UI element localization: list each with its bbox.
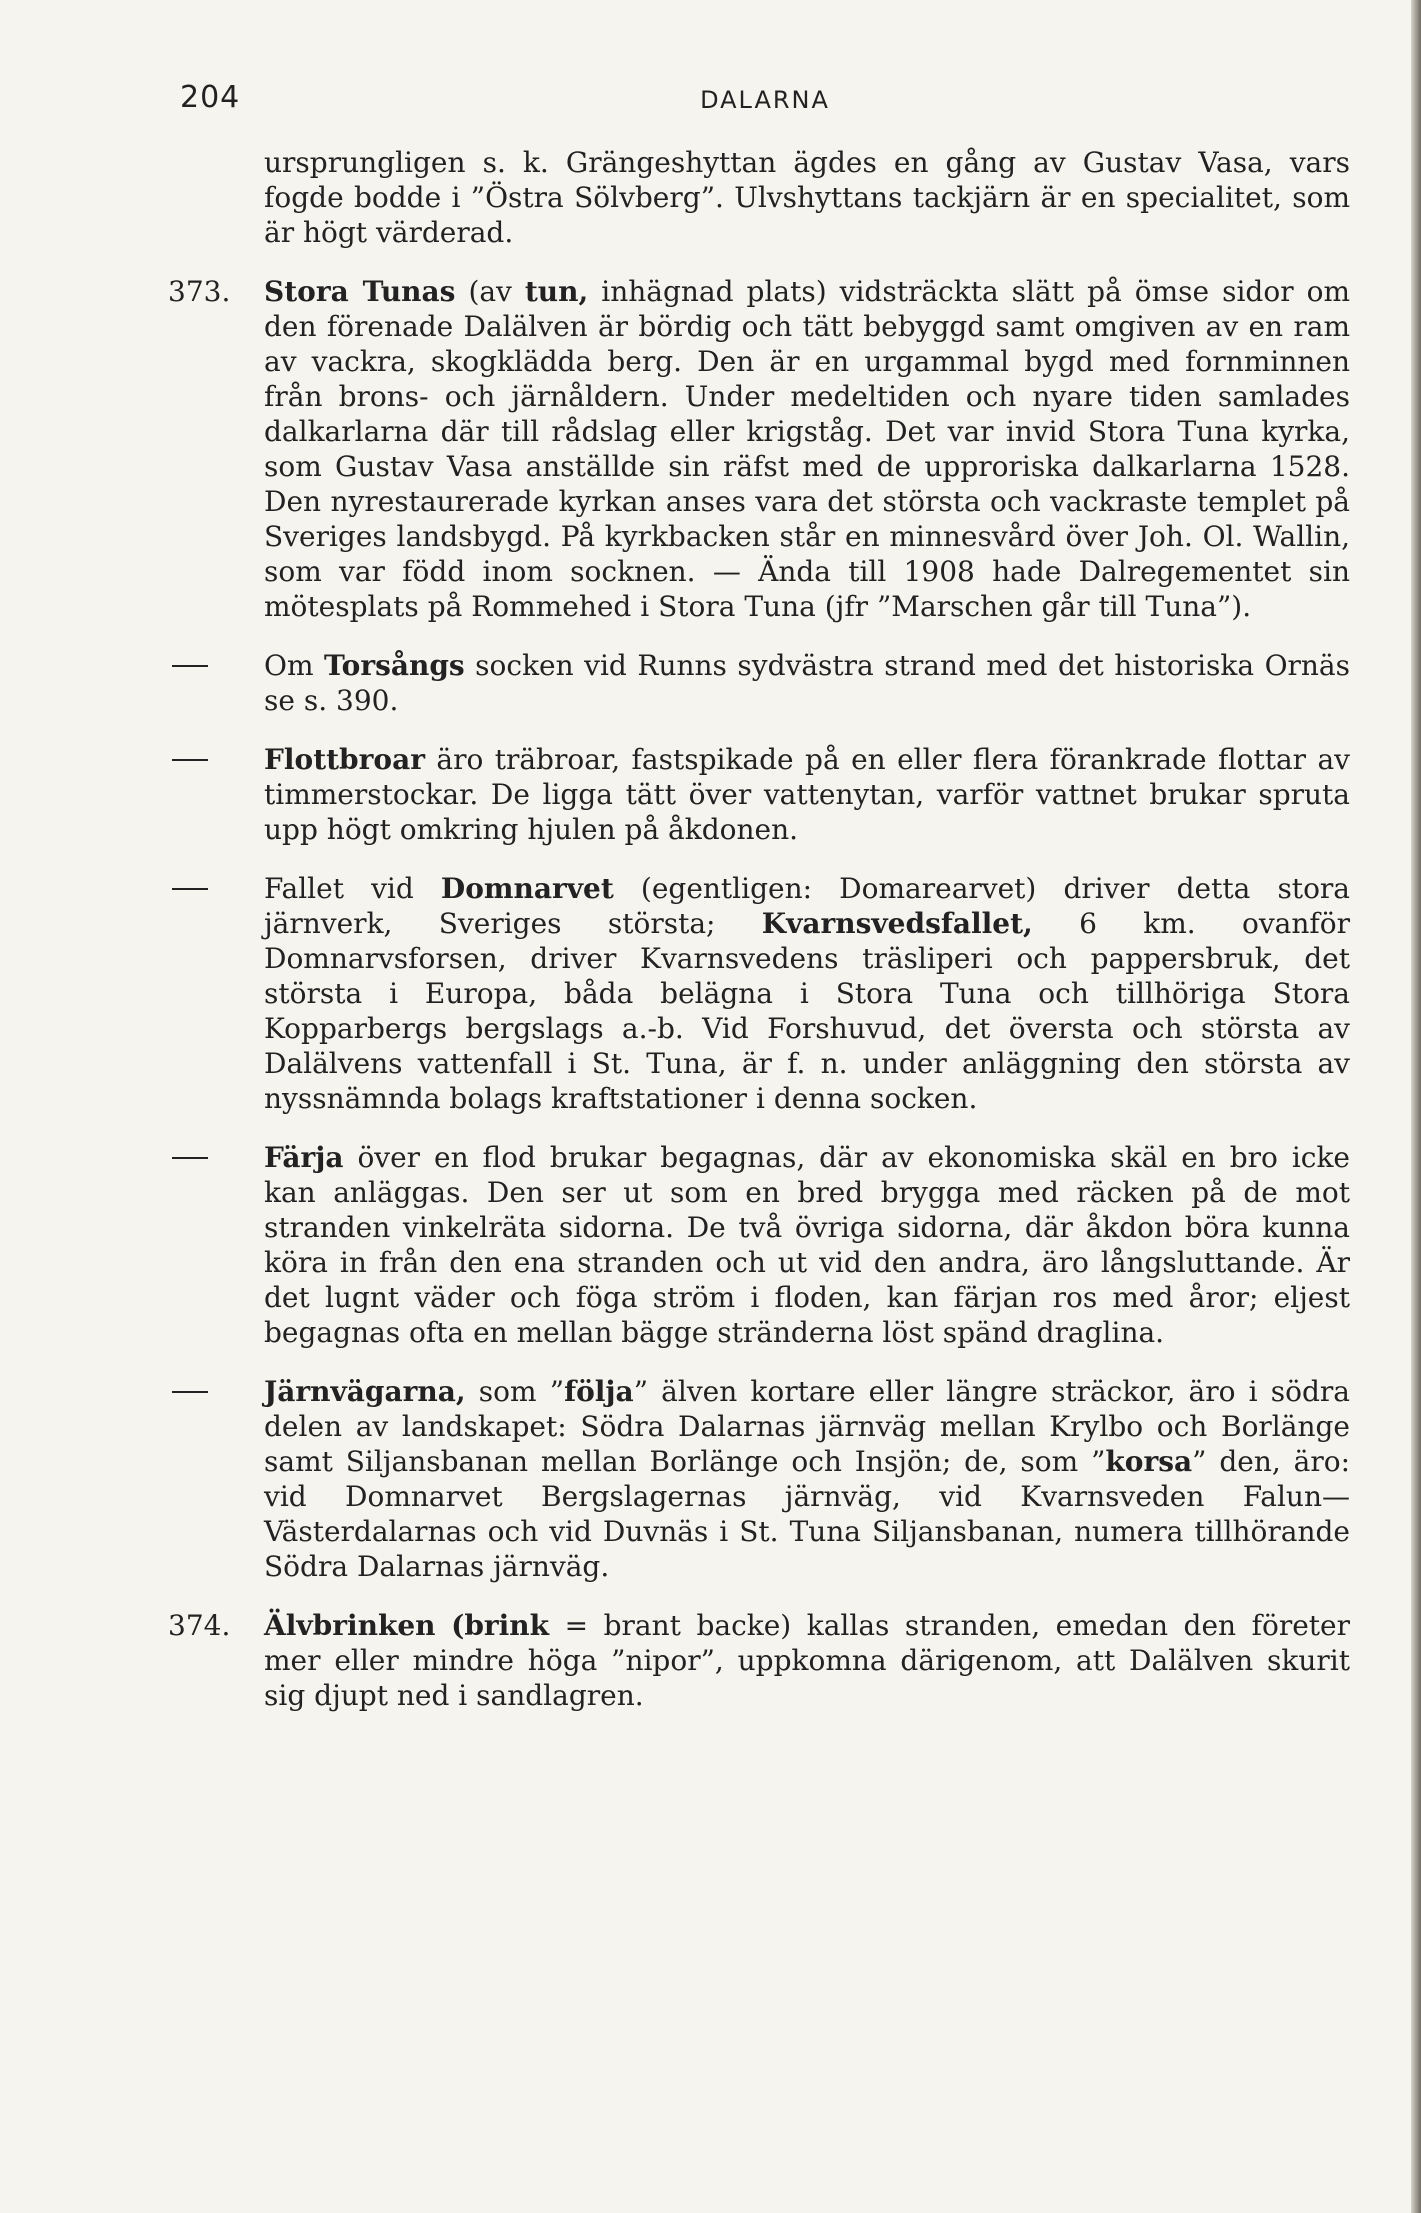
entry: [168, 742, 1350, 847]
entry: [168, 1140, 1350, 1350]
entry-dash: [172, 759, 208, 761]
text-run: [436, 1609, 452, 1642]
page-number: 204: [180, 80, 241, 115]
text-run: äro träbroar, fastspikade på en eller flera förankrade flottar av timmerstockar. De ligga tätt över vattenytan, varför vattnet brukar spruta upp högt omkring hjulen på åkdonen.: [264, 743, 1350, 846]
bold-term: Kvarnsvedsfallet,: [761, 907, 1033, 940]
entry-dash: [172, 888, 208, 890]
text-run: Fallet vid: [264, 872, 441, 905]
text-run: ” den, äro: vid Domnarvet Bergslagernas järnväg, vid Kvarnsveden Falun—Västerdalarnas och vid Duvnäs i St. Tuna Siljansbanan, numera tillhörande Södra Dalarnas järnväg.: [264, 1445, 1351, 1583]
text-run: (egentligen: Domarearvet) driver detta stora järnverk, Sveriges största;: [264, 872, 1350, 940]
entry: [168, 1608, 1350, 1713]
text-run: (av: [455, 275, 525, 308]
entry-dash: [172, 665, 208, 667]
entry-number: 374.: [168, 1609, 231, 1642]
bold-term: Torsångs: [324, 649, 465, 682]
entry-number: 373.: [168, 275, 231, 308]
entry: [168, 871, 1350, 1116]
entry: [168, 1374, 1350, 1584]
bold-term: Domnarvet: [440, 872, 614, 905]
bold-term: Stora Tunas: [264, 275, 456, 308]
entry: [168, 274, 1350, 624]
bold-term: tun,: [524, 275, 589, 308]
text-run: 6 km. ovanför Domnarvsforsen, driver Kvarnsvedens träsliperi och pappersbruk, det största i Europa, båda belägna i Stora Tuna och tillhöriga Stora Kopparbergs bergslags a.-b. Vid Forshuvud, det översta och största av Dalälvens vattenfall i St. Tuna, är f. n. under anläggning den största av nyssnämnda bolags kraftstationer i denna socken.: [264, 907, 1350, 1115]
bold-term: Flottbroar: [264, 743, 425, 776]
entry-dash: [172, 1157, 208, 1159]
entry: [168, 648, 1350, 718]
entry-dash: [172, 1391, 208, 1393]
text-run: över en flod brukar begagnas, där av ekonomiska skäl en bro icke kan anläggas. Den ser ut som en bred brygga med räcken på de mot stranden vinkelräta sidorna. De två övriga sidorna, där åkdon böra kunna köra in från den ena stranden och ut vid den andra, äro långsluttande. Är det lugnt väder och föga ström i floden, kan färjan ros med åror; eljest begagnas ofta en mellan bägge stränderna löst spänd draglina.: [264, 1141, 1350, 1349]
text-run: ” älven kortare eller längre sträckor, äro i södra delen av landskapet: Södra Dalarnas järnväg mellan Krylbo och Borlänge samt Siljansbanan mellan Borlänge och Insjön; de, som ”: [264, 1375, 1350, 1478]
bold-term: följa: [564, 1375, 634, 1408]
bold-term: Järnvägarna,: [264, 1375, 466, 1408]
text-run: inhägnad plats) vidsträckta slätt på ömse sidor om den förenade Dalälven är bördig och tätt bebyggd samt omgiven av en ram av vackra, skogklädda berg. Den är en urgammal bygd med fornminnen från brons- och järnåldern. Under medeltiden och nyare tiden samlades dalkarlarna där till rådslag eller krigståg. Det var invid Stora Tuna kyrka, som Gustav Vasa anställde sin räfst med de upproriska dalkarlarna 1528. Den nyrestaurerade kyrkan anses vara det största och vackraste templet på Sveriges landsbygd. På kyrkbacken står en minnesvård över Joh. Ol. Wallin, som var född inom socknen. — Ända till 1908 hade Dalregementet sin mötesplats på Rommehed i Stora Tuna (jfr ”Marschen går till Tuna”).: [264, 275, 1350, 623]
bold-term: korsa: [1105, 1445, 1193, 1478]
text-run: Om: [264, 649, 325, 682]
running-head: DALARNA: [700, 86, 830, 114]
page-header: [180, 80, 1350, 120]
text-run: ursprungligen s. k. Grängeshyttan ägdes en gång av Gustav Vasa, vars fogde bodde i ”Östra Sölvberg”. Ulvshyttans tackjärn är en specialitet, som är högt värderad.: [264, 146, 1350, 249]
bold-term: Färja: [264, 1141, 344, 1174]
page-edge-shadow: [1411, 0, 1421, 2213]
entry: [168, 145, 1350, 250]
bold-term: Älvbrinken: [264, 1609, 436, 1642]
text-run: som ”: [465, 1375, 565, 1408]
text-run: = brant backe) kallas stranden, emedan den företer mer eller mindre höga ”nipor”, uppkomna därigenom, att Dalälven skurit sig djupt ned i sandlagren.: [264, 1609, 1350, 1712]
page-body: [168, 145, 1350, 1737]
bold-term: (brink: [451, 1609, 550, 1642]
text-run: socken vid Runns sydvästra strand med det historiska Ornäs se s. 390.: [264, 649, 1350, 717]
